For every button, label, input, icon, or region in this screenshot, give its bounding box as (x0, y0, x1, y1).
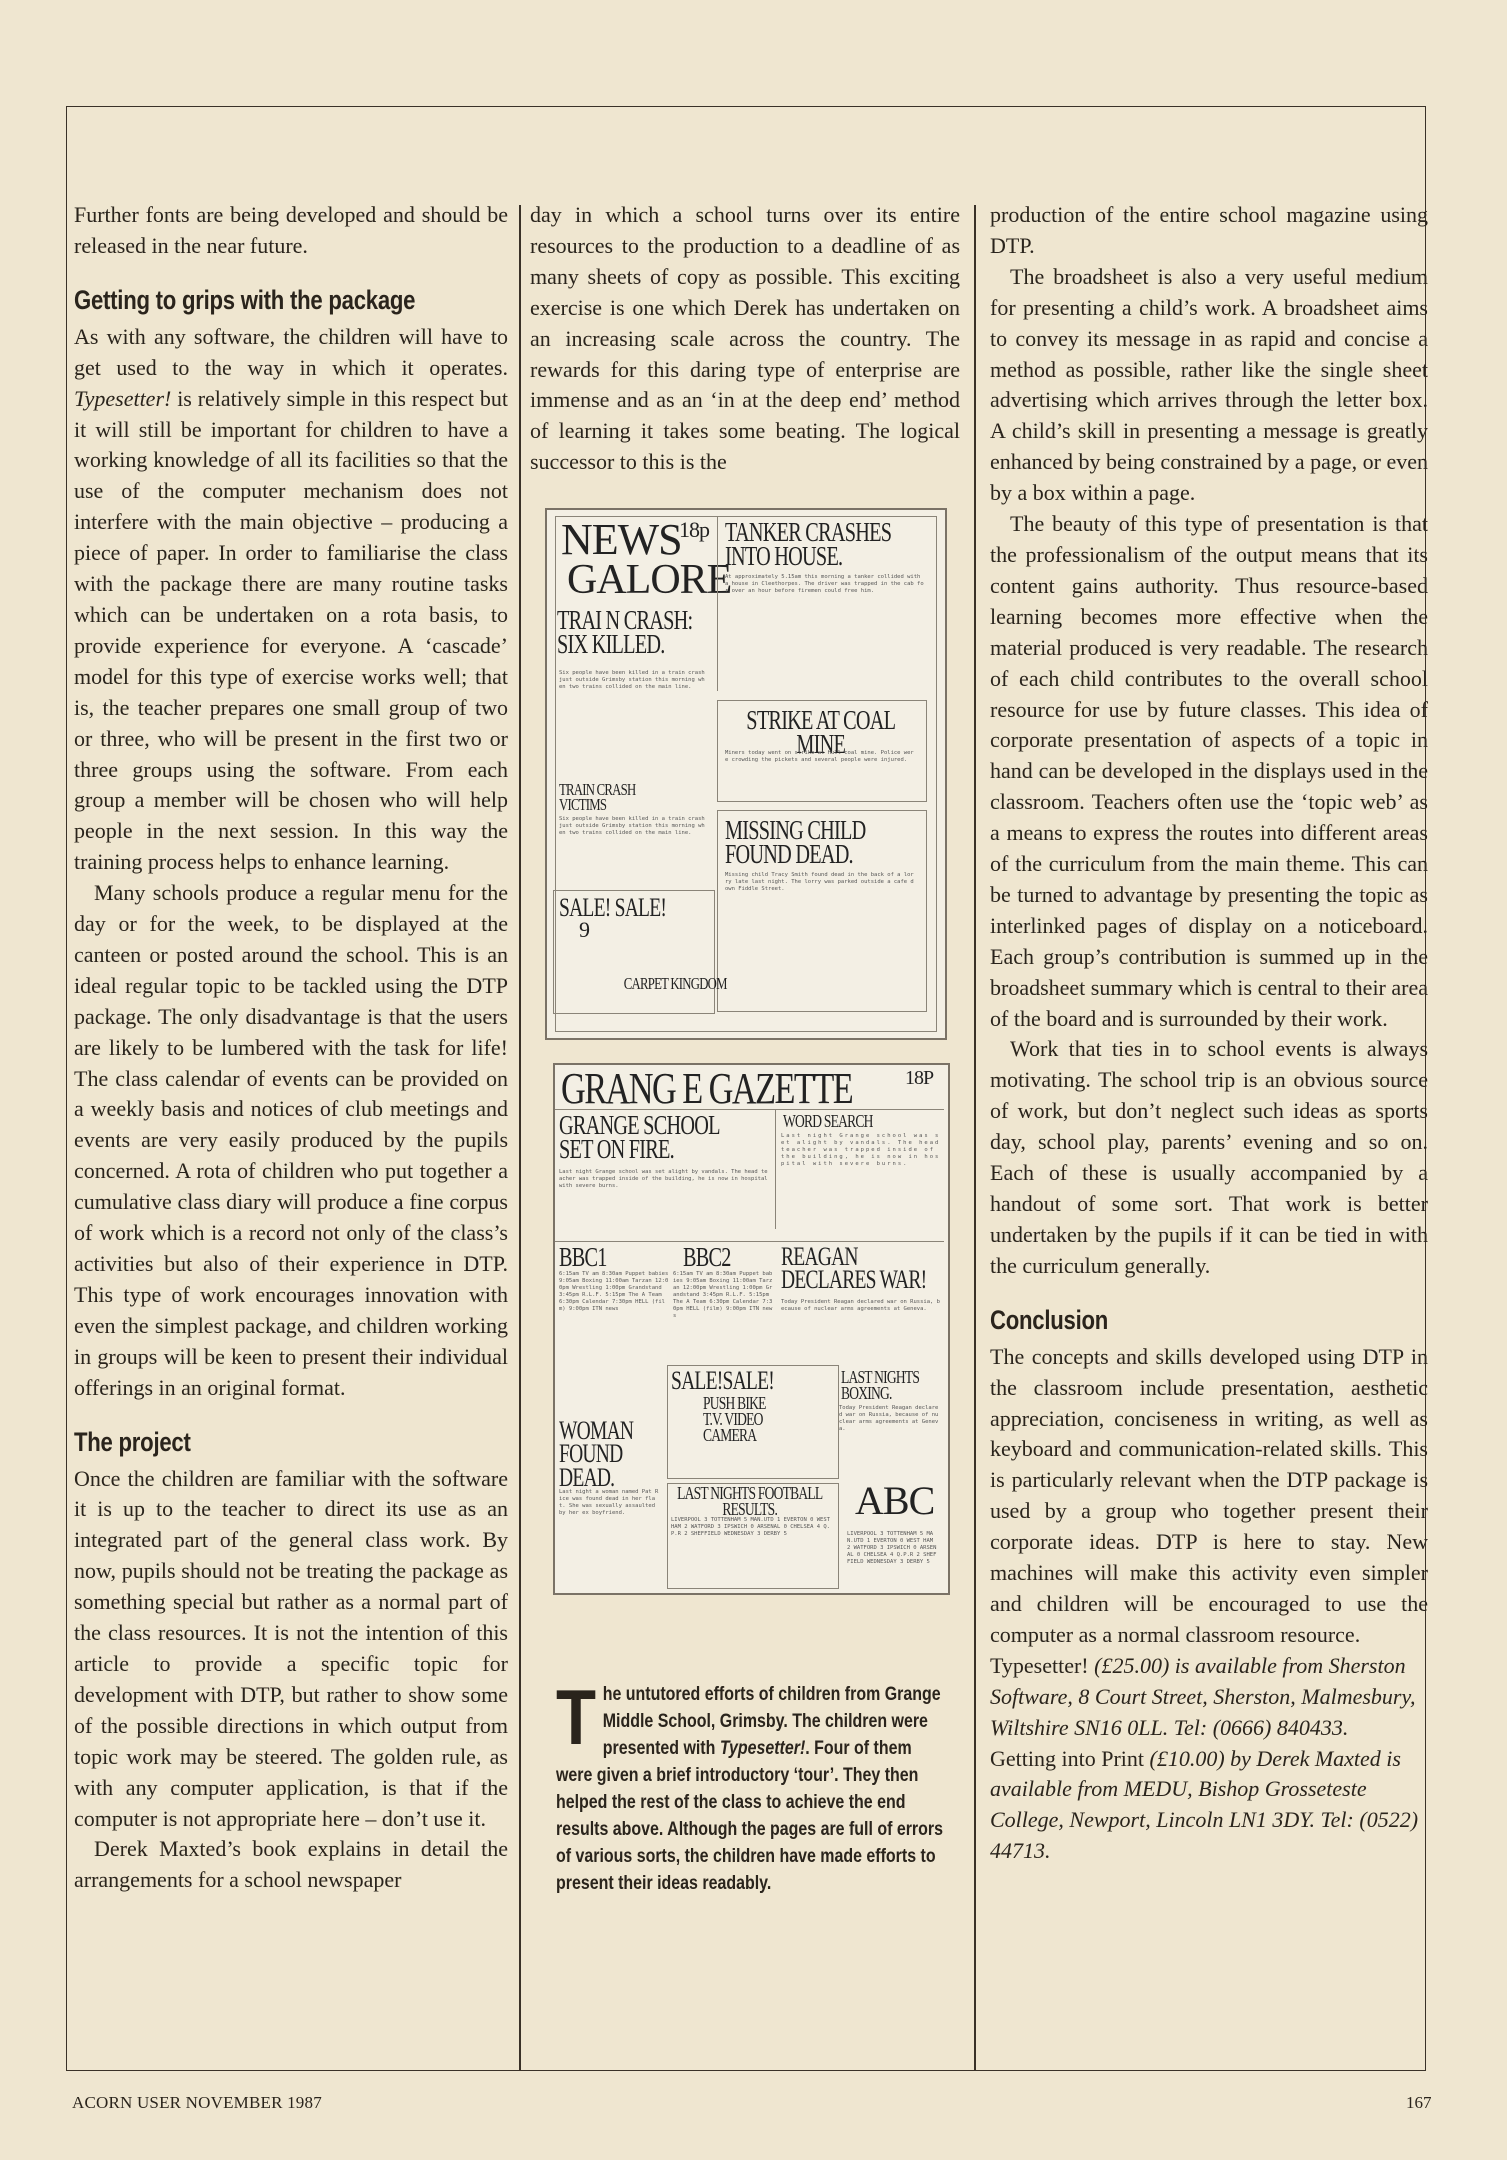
article-text: Six people have been killed in a train crash just outside Grimsby station this morning when two trains collided on the main line. (559, 670, 705, 690)
section-heading: Conclusion (990, 1304, 1109, 1335)
headline-tanker: TANKER CRASHES INTO HOUSE. (725, 517, 892, 572)
headline-woman-found-dead: WOMAN FOUND DEAD. (559, 1416, 634, 1492)
sale-items: PUSH BIKE T.V. VIDEO CAMERA (703, 1393, 766, 1446)
gazette-title: GRANG E GAZETTE (561, 1064, 853, 1113)
paragraph: production of the entire school magazine using DTP. (990, 202, 1428, 258)
image-caption: The untutored efforts of children from Grange Middle School, Grimsby. The children were presented with Typesetter!. Four of them were given a brief introductory ‘tour’. They then helped the rest of the class to achieve the end results above. Although the pages are full of errors of various sorts, the children have made efforts to present their ideas readably. (556, 1673, 943, 1894)
article-text: Today President Reagan declared war on Russia, because of nuclear arms agreements at Geneva. (781, 1299, 940, 1312)
column-1 (74, 200, 508, 1896)
newspaper-image-grange-gazette (553, 1063, 950, 1595)
article-text: Last night a woman named Pat Rice was found dead in her flat. She was sexually assaulted by her ex boyfriend. (559, 1489, 659, 1516)
column-3 (990, 200, 1428, 1867)
word-search-grid: Last night Grange school was set alight by vandals. The head teacher was trapped inside of the building, he is now in hospital with severe burns. (781, 1133, 941, 1167)
paragraph: day in which a school turns over its entire resources to the production to a deadline of as many sheets of copy as possible. This exciting exercise is one which Derek has undertaken on an increasing scale across the country. The rewards for this daring type of enterprise are immense and as an ‘in at the deep end’ method of learning it takes some beating. The logical successor to this is the (530, 202, 960, 475)
victims-list: Six people have been killed in a train crash just outside Grimsby station this morning when two trains collided on the main line. (559, 816, 705, 836)
drop-cap: T (556, 1673, 597, 1761)
newspaper-image-news-galore (545, 508, 947, 1040)
headline-sale: SALE!SALE! (671, 1366, 774, 1395)
section-heading: Getting to grips with the package (74, 284, 416, 315)
availability-info: Getting into Print (£10.00) by Derek Maxted is available from MEDU, Bishop Grosseteste College, Newport, Lincoln LN1 3DY. Tel: (0522) 44713. (990, 1745, 1419, 1864)
tv-listings: 6:15am TV am 8:30am Puppet babies 9:05am Boxing 11:00am Tarzan 12:00pm Wrestling 1:00pm Grandstand 3:45pm R.L.F. 5:15pm The A Team 6:30pm Calendar 7:30pm HELL (film) 9:00pm ITN news (559, 1271, 669, 1312)
headline-victims: TRAIN CRASH VICTIMS (559, 780, 636, 815)
column-2 (530, 200, 960, 478)
news-title: NEWS (561, 515, 682, 564)
cinema-listings: LIVERPOOL 3 TOTTENHAM 5 MAN.UTD 1 EVERTON 0 WEST HAM 2 WATFORD 3 IPSWICH 0 ARSENAL 0 CHELSEA 4 Q.P.R 2 SHEFFIELD WEDNESDAY 3 DERBY 5 (847, 1531, 937, 1565)
headline-strike: STRIKE AT COAL MINE (746, 705, 896, 760)
page-number: 167 (1406, 2093, 1432, 2112)
article-text: Today President Reagan declared war on Russia, because of nuclear arms agreements at Geneva. (839, 1405, 939, 1432)
gazette-price: 18P (905, 1067, 934, 1089)
paragraph: Further fonts are being developed and should be released in the near future. (74, 202, 508, 258)
headline-boxing: LAST NIGHTS BOXING. (841, 1367, 920, 1404)
paragraph: Derek Maxted’s book explains in detail the arrangements for a school newspaper (74, 1836, 508, 1893)
sale-number: 9 (579, 917, 589, 942)
headline-sale: SALE! SALE! (559, 893, 667, 922)
news-price: 18p (679, 517, 709, 542)
headline-word-search: WORD SEARCH (783, 1111, 873, 1131)
headline-bbc2: BBC2 (683, 1242, 731, 1272)
headline-missing-child: MISSING CHILD FOUND DEAD. (725, 815, 866, 870)
paragraph: The broadsheet is also a very useful medium for presenting a child’s work. A broadsheet aims to convey its message in as rapid and concise a method as possible, rather like the single sheet advertising which arrives through the letter box. A child’s skill in presenting a message is greatly enhanced by being constrained by a page, or even by a box within a page. (990, 263, 1428, 506)
paragraph: The concepts and skills developed using DTP in the classroom include presentation, aesthetic appreciation, conciseness in writing, as well as keyboard and communication-related skills. This is particularly relevant when the DTP package is used by a group who together present their corporate ideas. DTP is here to stay. New machines will make this activity even simpler and children will be encouraged to use the computer as a normal classroom resource. (990, 1343, 1428, 1647)
availability-info: Typesetter! (£25.00) is available from Sherston Software, 8 Court Street, Sherston, Malmesbury, Wiltshire SN16 0LL. Tel: (0666) 840433. (990, 1652, 1416, 1740)
footer-publication: ACORN USER NOVEMBER 1987 (72, 2093, 322, 2112)
paragraph: Once the children are familiar with the software it is up to the teacher to direct its use as an integrated part of the general class work. By now, pupils should not be treating the package as something special but rather as a normal part of the class resources. It is not the intention of this article to provide a specific topic for development with DTP, but rather to show some of the possible directions in which output from topic work may be steered. The golden rule, as with any computer application, is that if the computer is not appropriate here – don’t use it. (74, 1465, 508, 1831)
article-text: Last night Grange school was set alight by vandals. The head teacher was trapped inside of the building, he is now in hospital with severe burns. (559, 1169, 768, 1189)
headline-bbc1: BBC1 (559, 1242, 607, 1272)
headline-carpet-kingdom: CARPET KINGDOM (623, 974, 727, 993)
paragraph: Work that ties in to school events is always motivating. The school trip is an obvious source of work, but don’t neglect such ideas as sports day, school play, parents’ evening and so on. Each of these is usually accompanied by a handout of some sort. That work is better undertaken by the pupils if it can be tied in with the curriculum generally. (990, 1036, 1428, 1278)
section-heading: The project (74, 1426, 191, 1457)
column-rule-2 (974, 205, 976, 2070)
article-text: Missing child Tracy Smith found dead in the back of a lorry late last night. The lorry was parked outside a cafe down Fiddle Street. (725, 872, 914, 892)
headline-football: LAST NIGHTS FOOTBALL RESULTS. (677, 1483, 823, 1520)
headline-train-crash: TRAI N CRASH: SIX KILLED. (557, 605, 693, 660)
paragraph: The beauty of this type of presentation is that the professionalism of the output means that its content gains authority. Thus resource-based learning becomes more effective when the material produced is very readable. The research of each child contributes to the overall school resource for use by future classes. This idea of corporate presentation of aspects of a topic in hand can be developed in the displays used in the classroom. Teachers often use the ‘topic web’ as a means to express the routes into different areas of the curriculum from the main theme. This can be turned to advantage by presenting the topic as interlinked pages of display on a noticeboard. Each group’s contribution is summed up in the broadsheet summary which is central to their area of the board and is surrounded by their work. (990, 511, 1429, 1031)
column-rule-1 (519, 205, 521, 2070)
article-text: Miners today went on strike at Hull coal mine. Police were crowding the pickets and several people were injured. (725, 750, 914, 763)
football-results: LIVERPOOL 3 TOTTENHAM 5 MAN.UTD 1 EVERTON 0 WEST HAM 2 WATFORD 3 IPSWICH 0 ARSENAL 0 CHELSEA 4 Q.P.R 2 SHEFFIELD WEDNESDAY 3 DERBY 5 (671, 1517, 830, 1537)
paragraph: As with any software, the children will have to get used to the way in which it operates. Typesetter! is relatively simple in this respect but it will still be important for children to have a working knowledge of all its facilities so that the use of the computer mechanism does not interfere with the main objective – producing a piece of paper. In order to familiarise the class with the package there are many routine tasks which can be undertaken on a rota basis, to provide experience for everyone. A ‘cascade’ model for this type of exercise works well; that is, the teacher prepares one small group of two or three, who will be present in the first two or three groups using the software. From each group a member will be chosen who will help people in the next session. In this way the training process helps to enhance learning. (74, 323, 508, 875)
headline-abc: ABC (855, 1478, 935, 1523)
headline-reagan: REAGAN DECLARES WAR! (781, 1242, 927, 1295)
tv-listings: 6:15am TV am 8:30am Puppet babies 9:05am Boxing 11:00am Tarzan 12:00pm Wrestling 1:00pm Grandstand 3:45pm R.L.F. 5:15pm The A Team 6:30pm Calendar 7:30pm HELL (film) 9:00pm ITN news (673, 1271, 773, 1319)
headline-school-fire: GRANGE SCHOOL SET ON FIRE. (559, 1110, 719, 1165)
news-title-2: GALORE (567, 557, 732, 603)
article-text: At approximately 5.15am this morning a tanker collided with a house in Cleethorpes. The driver was trapped in the cab for over an hour before firemen could free him. (725, 574, 924, 594)
paragraph: Many schools produce a regular menu for the day or for the week, to be displayed at the canteen or posted around the school. This is an ideal regular topic to be tackled using the DTP package. The only disadvantage is that the users are likely to be lumbered with the task for life! The class calendar of events can be provided on a weekly basis and notices of club meetings and events are very easily produced by the pupils concerned. A rota of children who put together a cumulative class diary will produce a fine corpus of work which is a record not only of the class’s activities but also of their experience in DTP. This type of work encourages innovation with even the simplest package, and children working in groups will be keen to present their individual offerings in an original format. (74, 880, 508, 1400)
